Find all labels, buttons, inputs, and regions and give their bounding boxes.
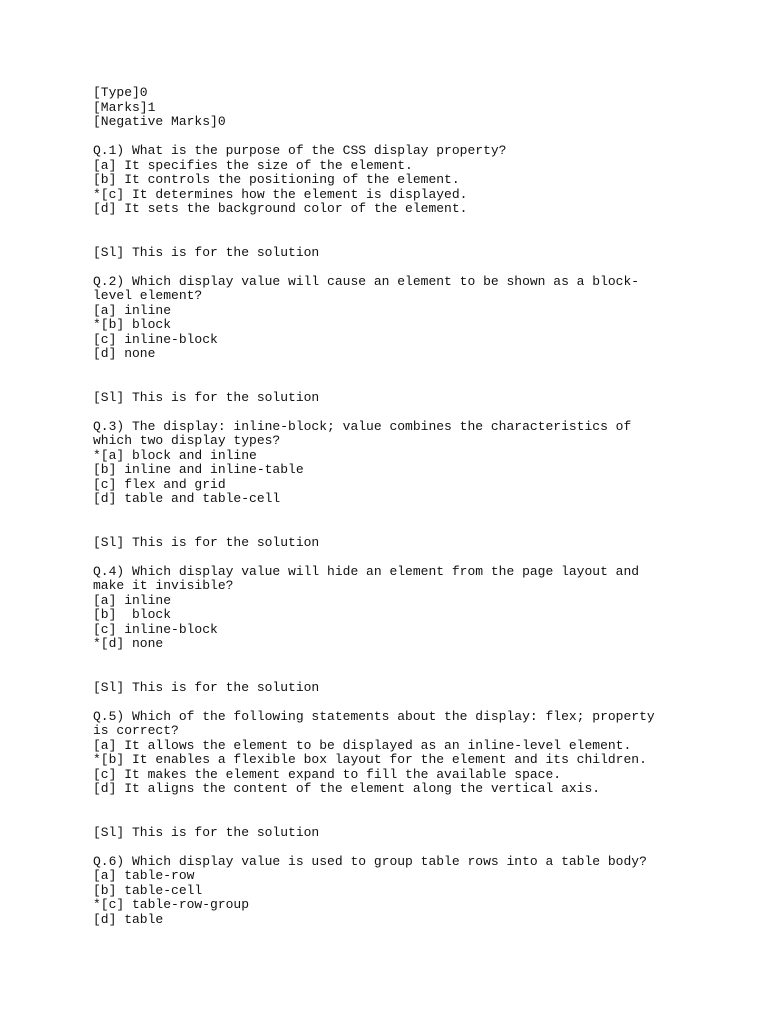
solution-line: [Sl] This is for the solution <box>93 679 320 695</box>
option-b: [b] table-cell <box>93 882 203 898</box>
question-4 <box>93 565 693 696</box>
option-c: [c] flex and grid <box>93 476 226 492</box>
option-b: [b] block <box>93 607 172 622</box>
question-6 <box>93 855 693 928</box>
option-c: *[c] It determines how the element is displayed. <box>93 186 468 202</box>
question-text: Q.3) The display: inline-block; value combines the characteristics of which two display types? <box>93 418 640 448</box>
option-d: [d] table <box>93 911 164 927</box>
negative-marks-field: [Negative Marks]0 <box>93 114 226 129</box>
option-a: [a] inline <box>93 302 172 318</box>
option-a: [a] It specifies the size of the element. <box>93 157 413 173</box>
option-a: [a] It allows the element to be displayed as an inline-level element. <box>93 737 632 753</box>
option-d: [d] It sets the background color of the element. <box>93 201 468 216</box>
option-b: *[b] It enables a flexible box layout for the element and its children. <box>93 752 647 767</box>
option-d: *[d] none <box>93 636 164 651</box>
solution-line: [Sl] This is for the solution <box>93 244 320 260</box>
question-text: Q.5) Which of the following statements about the display: flex; property is correct? <box>93 708 663 738</box>
solution-line: [Sl] This is for the solution <box>93 824 320 840</box>
question-2 <box>93 275 693 406</box>
option-c: [c] inline-block <box>93 621 218 637</box>
option-d: [d] table and table-cell <box>93 491 281 506</box>
document-page <box>93 86 693 927</box>
question-3 <box>93 420 693 551</box>
question-5 <box>93 710 693 841</box>
option-b: [b] inline and inline-table <box>93 462 304 477</box>
option-d: [d] none <box>93 346 156 361</box>
solution-line: [Sl] This is for the solution <box>93 534 320 550</box>
header-block <box>93 86 693 130</box>
question-text: Q.1) What is the purpose of the CSS display property? <box>93 143 507 158</box>
question-text: Q.2) Which display value will cause an element to be shown as a block-level element? <box>93 273 640 303</box>
option-a: [a] inline <box>93 592 172 608</box>
option-a: [a] table-row <box>93 868 195 883</box>
question-text: Q.4) Which display value will hide an element from the page layout and make it invisible? <box>93 563 647 593</box>
option-b: *[b] block <box>93 317 172 332</box>
option-c: [c] inline-block <box>93 331 218 347</box>
marks-field: [Marks]1 <box>93 99 156 115</box>
option-c: [c] It makes the element expand to fill the available space. <box>93 766 562 782</box>
option-d: [d] It aligns the content of the element along the vertical axis. <box>93 781 601 796</box>
question-text: Q.6) Which display value is used to group table rows into a table body? <box>93 853 647 869</box>
type-field: [Type]0 <box>93 85 148 100</box>
option-c: *[c] table-row-group <box>93 897 250 912</box>
option-a: *[a] block and inline <box>93 447 257 463</box>
question-1 <box>93 144 693 260</box>
solution-line: [Sl] This is for the solution <box>93 389 320 405</box>
option-b: [b] It controls the positioning of the element. <box>93 172 460 187</box>
